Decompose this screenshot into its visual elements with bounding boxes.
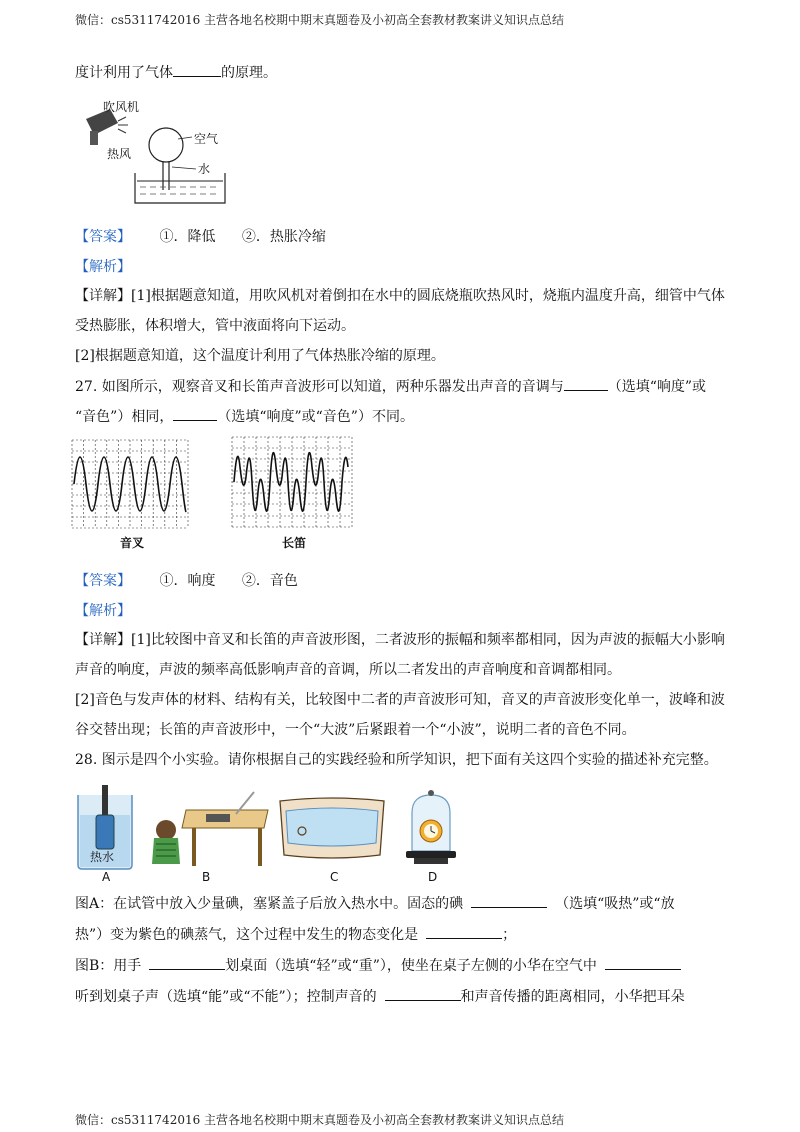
fig-label-b: B	[202, 870, 211, 884]
fig-label-blower: 吹风机	[103, 100, 140, 114]
fig-label-flute: 长笛	[282, 536, 307, 550]
fig-label-air: 空气	[194, 132, 219, 146]
q28-b-line2	[75, 986, 685, 1007]
q28-text: 划桌面（选填“轻”或“重”），使坐在桌子左侧的小华在空气中	[225, 958, 597, 974]
q28-blank	[426, 924, 502, 939]
detail-text: [1]根据题意知道，用吹风机对着倒扣在水中的圆底烧瓶吹热风时，烧瓶内温度升高，细管中气体	[131, 288, 725, 304]
q28-text: （选填“吸热”或“放	[555, 896, 675, 912]
q28-blank	[385, 986, 461, 1001]
q27-stem-line1	[75, 376, 706, 397]
q27-detail-line4: 谷交替出现；长笛的声音波形中，一个“大波”后紧跟着一个“小波”，说明二者的音色不同。	[75, 722, 636, 738]
flute-waveform	[232, 437, 352, 527]
detail-tag: 【详解】	[75, 632, 131, 648]
q28-blank	[605, 955, 681, 970]
q28-blank	[149, 955, 225, 970]
q27-stem-text: 27. 如图所示，观察音叉和长笛声音波形可以知道，两种乐器发出声音的音调与	[75, 379, 564, 395]
answer-item: ①．响度	[159, 573, 216, 589]
q26-answer-line	[75, 227, 326, 247]
answer-item: ②．音色	[241, 573, 298, 589]
q27-blank-2	[173, 406, 217, 421]
analysis-tag: 【解析】	[75, 603, 131, 619]
tuning-fork-waveform	[72, 440, 188, 528]
q27-stem-text: （选填“响度”或“音色”）不同。	[217, 409, 414, 425]
q27-detail-line1	[75, 630, 725, 650]
detail-text: [1]比较图中音叉和长笛的声音波形图，二者波形的振幅和频率都相同，因为声波的振幅大小影响	[131, 632, 725, 648]
fig-label-water: 水	[198, 162, 211, 176]
q26-cont-pre: 度计利用了气体	[75, 65, 173, 81]
fig-label-a: A	[102, 870, 111, 884]
q27-detail-line2: 声音的响度，声波的频率高低影响声音的音调，所以二者发出的声音响度和音调都相同。	[75, 662, 621, 678]
q28-text: 听到划桌子声（选填“能”或“不能”）；控制声音的	[75, 989, 377, 1005]
q26-detail-line3: [2]根据题意知道，这个温度计利用了气体热胀冷缩的原理。	[75, 348, 445, 364]
analysis-tag: 【解析】	[75, 259, 131, 275]
q28-text: 图A：在试管中放入少量碘，塞紧盖子后放入热水中。固态的碘	[75, 896, 464, 912]
fig-label-d: D	[428, 870, 438, 884]
fig-label-c: C	[330, 870, 339, 884]
fig-a-hot-water-label: 热水	[90, 850, 115, 864]
q28-text: 图B：用手	[75, 958, 142, 974]
q28-b-line1	[75, 955, 681, 976]
q26-detail-line1	[75, 286, 725, 306]
q27-stem-text: （选填“响度”或	[607, 379, 707, 395]
page-footer: 微信：cs5311742016 主营各地名校期中期末真题卷及小初高全套教材教案讲义知识点总结	[75, 1113, 565, 1127]
q28-a-line2	[75, 924, 516, 945]
answer-item: ①．降低	[159, 229, 216, 245]
q27-answer-line	[75, 571, 298, 591]
q27-blank-1	[564, 376, 608, 391]
q26-continuation	[75, 62, 277, 83]
q28-stem: 28. 图示是四个小实验。请你根据自己的实践经验和所学知识，把下面有关这四个实验的描述补充完整。	[75, 752, 718, 768]
answer-tag: 【答案】	[75, 573, 131, 589]
q28-text: 和声音传播的距离相同，小华把耳朵	[460, 989, 685, 1005]
q26-cont-post: 的原理。	[221, 65, 277, 81]
q28-text: 热”）变为紫色的碘蒸气，这个过程中发生的物态变化是	[75, 927, 419, 943]
answer-item: ②．热胀冷缩	[241, 229, 326, 245]
answer-tag: 【答案】	[75, 229, 131, 245]
q27-stem-text: “音色”）相同，	[75, 409, 174, 425]
fig-label-hot-wind: 热风	[107, 147, 132, 161]
q28-text: ；	[502, 927, 517, 943]
q28-figure-c-water-box	[276, 793, 388, 863]
q28-figure-d-bell-jar	[404, 791, 458, 867]
q28-a-line1	[75, 893, 675, 914]
q26-detail-line2: 受热膨胀，体积增大，管中液面将向下运动。	[75, 318, 355, 334]
q28-blank	[471, 893, 547, 908]
q28-figure-b-desk	[146, 788, 272, 868]
fig-label-tuning-fork: 音叉	[120, 536, 145, 550]
q27-stem-line2	[75, 406, 414, 427]
q26-blank	[173, 62, 221, 77]
q27-detail-line3: [2]音色与发声体的材料、结构有关，比较图中二者的声音波形可知，音叉的声音波形变化单一，波峰和波	[75, 692, 725, 708]
page-header: 微信：cs5311742016 主营各地名校期中期末真题卷及小初高全套教材教案讲义知识点总结	[75, 13, 565, 27]
detail-tag: 【详解】	[75, 288, 131, 304]
